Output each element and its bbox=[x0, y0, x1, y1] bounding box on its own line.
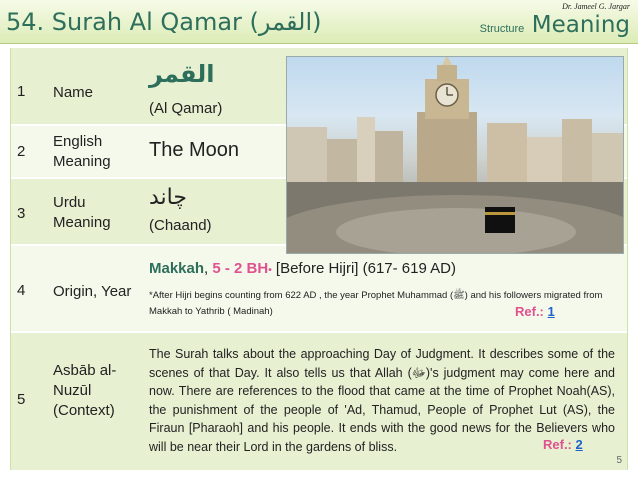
section-tabs bbox=[480, 12, 630, 38]
author-credit: Dr. Jameel G. Jargar bbox=[562, 2, 630, 11]
row-number: 3 bbox=[17, 205, 26, 222]
row-number: 1 bbox=[17, 83, 26, 100]
reference-link-1[interactable]: 1 bbox=[547, 304, 555, 319]
row-number: 5 bbox=[17, 391, 26, 408]
arabic-name: القمر bbox=[149, 60, 215, 88]
meaning-tab[interactable]: Meaning bbox=[531, 12, 630, 38]
row-label: Asbāb al-Nuzūl (Context) bbox=[53, 362, 117, 419]
slide-header bbox=[0, 0, 638, 44]
origin-period: 5 - 2 BH bbox=[212, 260, 269, 277]
origin-line bbox=[149, 260, 456, 277]
table-row-context bbox=[11, 332, 627, 470]
transliterated-name: (Al Qamar) bbox=[149, 100, 223, 117]
structure-tab[interactable]: Structure bbox=[479, 23, 525, 35]
row-label: Origin, Year bbox=[53, 283, 132, 300]
row-number: 4 bbox=[17, 282, 26, 299]
context-paragraph: The Surah talks about the approaching Day of Judgment. It describes some of the scenes of that Day. It also tells us that Allah (ﷻ)'s judgment may come here and now. There are references to the flood that came at the time of Prophet Noah(AS), the punishment of the people of 'Ad, Thamud, People of Prophet Lut (AS), the Firaun [Pharaoh] and his people. It ends with the good news for the Believers who will be near their Lord in the gardens of bliss. bbox=[149, 347, 616, 454]
slide-title: 54. Surah Al Qamar (القمر) bbox=[6, 8, 322, 36]
origin-detail: [Before Hijri] (617- 619 AD) bbox=[275, 260, 456, 277]
urdu-transliteration: (Chaand) bbox=[149, 217, 212, 234]
urdu-meaning-value: چاند bbox=[149, 185, 187, 210]
reference-link-2[interactable]: 2 bbox=[575, 437, 583, 452]
makkah-clock-tower-kaaba-photo bbox=[286, 56, 624, 254]
photo-illustration bbox=[287, 57, 624, 254]
origin-comma: , bbox=[204, 260, 209, 277]
hijri-footnote: *After Hijri begins counting from 622 AD , the year Prophet Muhammad (ﷺ) and his followers migrated from Makkah to Yathrib ( Madinah) bbox=[149, 290, 603, 317]
bullet-separator: • bbox=[268, 265, 272, 276]
row-label: Name bbox=[53, 84, 94, 101]
reference-1 bbox=[515, 304, 555, 319]
table-row-origin bbox=[11, 245, 627, 331]
reference-label: Ref.: bbox=[543, 437, 572, 452]
page-number: 5 bbox=[616, 455, 622, 466]
row-label: Urdu Meaning bbox=[53, 194, 111, 231]
row-number: 2 bbox=[17, 143, 26, 160]
row-label: English Meaning bbox=[53, 133, 111, 170]
reference-label: Ref.: bbox=[515, 304, 544, 319]
origin-place: Makkah bbox=[149, 260, 205, 277]
english-meaning-value: The Moon bbox=[149, 139, 240, 161]
reference-2 bbox=[543, 437, 583, 452]
